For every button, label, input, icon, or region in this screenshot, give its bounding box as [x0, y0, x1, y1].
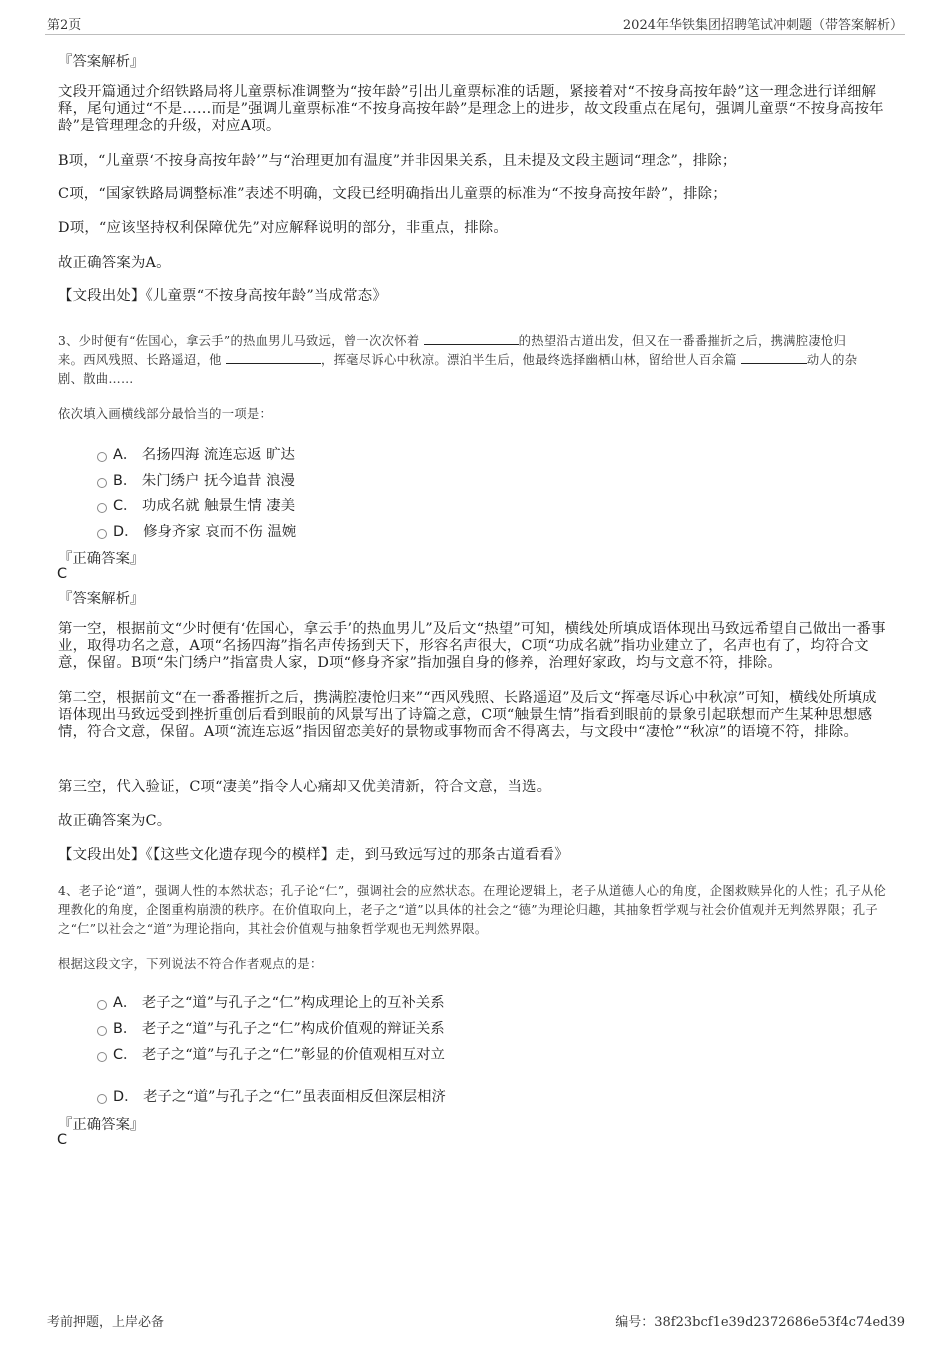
radio-button[interactable] [97, 1094, 107, 1104]
document-id: 编号：38f23bcf1e39d2372686e53f4c74ed39 [615, 1315, 905, 1330]
analysis-paragraph: 第一空，根据前文“少时便有‘佐国心，拿云手’的热血男儿”及后文“热望”可知，横线处所填成语体现出马致远希望自己做出一番事业，取得功名之意，A项“名扬四海”指名声传扬到天下，形容名声很大，C项“功成名就”指功业建立了，名声也有了，均符合文意，保留。B项“朱门绣户”指富贵人家，D项“修身齐家”指加强自身的修养，治理好家政，均与文意不符，排除。 [58, 621, 886, 671]
radio-button[interactable] [97, 478, 107, 488]
source-note: 【文段出处】《儿童票“不按身高按年龄”当成常态》 [58, 288, 387, 304]
analysis-paragraph: 第二空，根据前文“在一番番摧折之后，携满腔凄怆归来”“西风残照、长路遥迢”及后文“挥毫尽诉心中秋凉”可知，横线处所填成语体现出马致远受到挫折重创后看到眼前的风景写出了诗篇之意，C项“触景生情”指看到眼前的景象引起联想而产生某种思想感情，符合文意，保留。A项“流连忘返”指因留恋美好的景物或事物而舍不得离去，与文段中“凄怆”“秋凉”的语境不符，排除。 [58, 690, 877, 740]
radio-button[interactable] [97, 503, 107, 513]
analysis-label: 『答案解析』 [58, 54, 145, 70]
radio-button[interactable] [97, 1052, 107, 1062]
correct-answer-label: 『正确答案』 [58, 1117, 145, 1133]
fill-blank-1[interactable] [424, 333, 519, 345]
q3-option-d[interactable]: D． 修身齐家 哀而不伤 温婉 [97, 520, 296, 541]
correct-answer: C [57, 566, 68, 582]
q3-option-c[interactable]: C． 功成名就 触景生情 凄美 [97, 494, 295, 515]
radio-button[interactable] [97, 452, 107, 462]
analysis-paragraph: 第三空，代入验证，C项“凄美”指令人心痛却又优美清新，符合文意，当选。 [58, 779, 552, 795]
analysis-option-c: C项，“国家铁路局调整标准”表述不明确，文段已经明确指出儿童票的标准为“不按身高按年龄”，排除； [58, 186, 727, 202]
analysis-option-d: D项，“应该坚持权利保障优先”对应解释说明的部分，非重点，排除。 [58, 220, 508, 236]
question-4-stem: 4、老子论“道”，强调人性的本然状态；孔子论“仁”，强调社会的应然状态。在理论逻辑上，老子从道德人心的角度，企图救赎异化的人性；孔子从伦理教化的角度，企图重构崩溃的秩序。在价值取向上，老子之“道”以具体的社会之“德”为理论归趣，其抽象哲学观与社会价值观并无判然界限；孔子之“仁”以社会之“道”为理论指向，其社会价值观与抽象哲学观也无判然界限。 [58, 884, 887, 936]
radio-button[interactable] [97, 1000, 107, 1010]
final-answer: 故正确答案为C。 [58, 813, 172, 829]
radio-button[interactable] [97, 529, 107, 539]
fill-blank-2[interactable] [226, 352, 321, 364]
q4-option-b[interactable]: B． 老子之“道”与孔子之“仁”构成价值观的辩证关系 [97, 1017, 445, 1038]
final-answer: 故正确答案为A。 [58, 255, 171, 271]
analysis-label: 『答案解析』 [58, 591, 145, 607]
question-3-prompt: 依次填入画横线部分最恰当的一项是： [58, 407, 273, 421]
page-header [45, 14, 905, 35]
page-number: 第2页 [47, 18, 82, 33]
correct-answer-label: 『正确答案』 [58, 551, 145, 567]
q3-option-b[interactable]: B． 朱门绣户 抚今追昔 浪漫 [97, 469, 295, 490]
source-note: 【文段出处】《【这些文化遗存现今的模样】走，到马致远写过的那条古道看看》 [58, 847, 569, 863]
radio-button[interactable] [97, 1026, 107, 1036]
q4-option-d[interactable]: D． 老子之“道”与孔子之“仁”虽表面相反但深层相济 [97, 1085, 446, 1106]
fill-blank-3[interactable] [741, 352, 807, 364]
correct-answer: C [57, 1132, 68, 1148]
analysis-option-b: B项，“儿童票‘不按身高按年龄’”与“治理更加有温度”并非因果关系，且未提及文段主题词“理念”，排除； [58, 153, 737, 169]
q3-option-a[interactable]: A． 名扬四海 流连忘返 旷达 [97, 443, 295, 464]
q4-option-c[interactable]: C． 老子之“道”与孔子之“仁”彰显的价值观相互对立 [97, 1043, 445, 1064]
analysis-paragraph: 文段开篇通过介绍铁路局将儿童票标准调整为“按年龄”引出儿童票标准的话题，紧接着对“不按身高按年龄”这一理念进行详细解释，尾句通过“不是……而是”强调儿童票标准“不按身高按年龄”是理念上的进步，故文段重点在尾句，强调儿童票“不按身高按年龄”是管理理念的升级，对应A项。 [58, 84, 884, 134]
question-3-stem: 3、少时便有“佐国心，拿云手”的热血男儿马致远，曾一次次怀着 的热望沿古道出发，但又在一番番摧折之后，携满腔凄怆归 来。西风残照、长路遥迢，他 ，挥毫尽诉心中秋凉。漂泊半生后，他最终选择幽栖山林，留给世人百余篇 动人的杂 剧、散曲…… [58, 334, 858, 386]
question-4-prompt: 根据这段文字，下列说法不符合作者观点的是： [58, 957, 323, 971]
document-title: 2024年华铁集团招聘笔试冲刺题（带答案解析） [622, 18, 903, 33]
footer-slogan: 考前押题，上岸必备 [47, 1315, 165, 1330]
q4-option-a[interactable]: A． 老子之“道”与孔子之“仁”构成理论上的互补关系 [97, 991, 445, 1012]
